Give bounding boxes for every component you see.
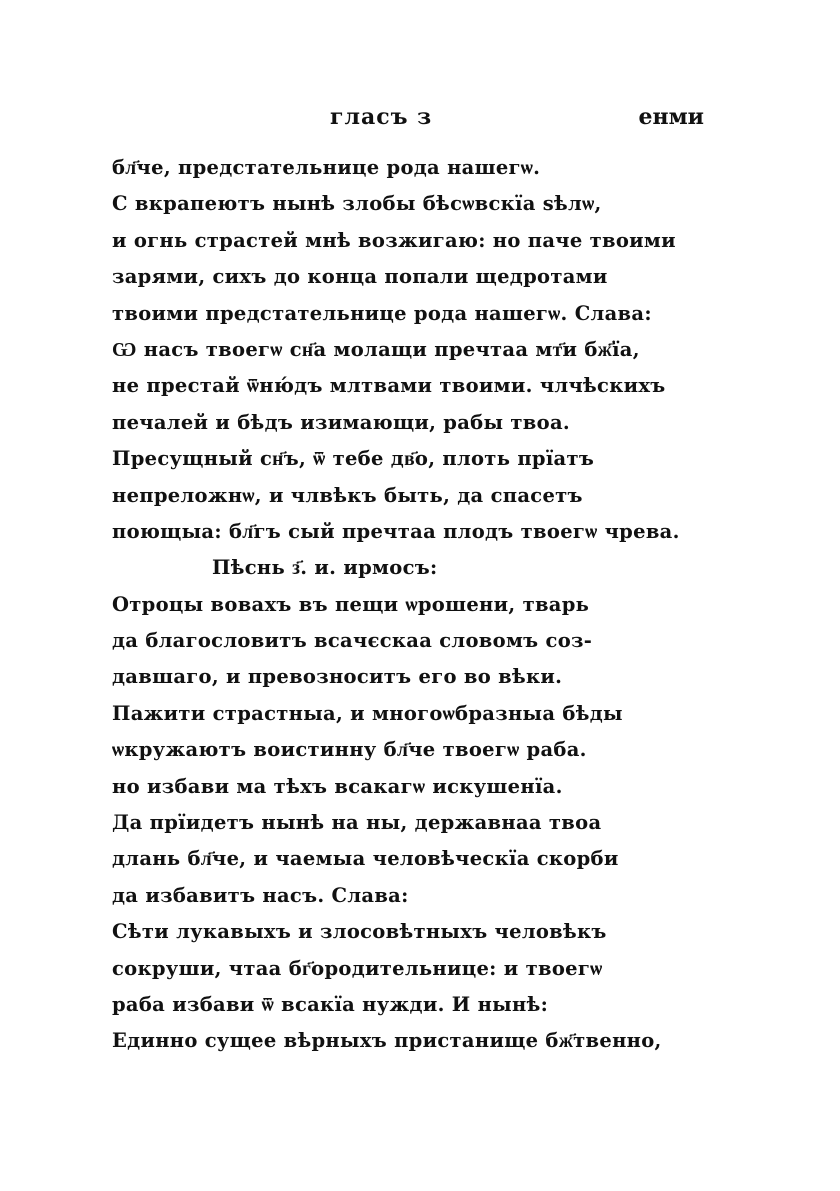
ode-heading: Пѣснь з҃. и. ирмосъ: bbox=[212, 556, 438, 580]
page-header bbox=[110, 98, 710, 138]
text-line: Да прїидетъ нынѣ на ны, державнаа твоа bbox=[112, 811, 602, 835]
text-line: Пажити страстныа, и многоѡбразныа бѣды bbox=[112, 701, 623, 725]
text-line: да благословитъ всачєскаа словомъ соз- bbox=[112, 629, 593, 653]
text-line: раба избави ѿ всакїа нужди. И нынѣ: bbox=[112, 992, 549, 1016]
text-line: не престай ѿню́дъ млтвами твоими. члчѣскихъ bbox=[112, 374, 666, 398]
text-line: Единно сущее вѣрныхъ пристанище бж҃твенно, bbox=[112, 1029, 662, 1053]
text-line: непреложнѡ, и члвѣкъ быть, да спасетъ bbox=[112, 483, 583, 507]
text-line: Ѡ насъ твоегѡ сн҃а молащи пречтаа мт҃и бж҃їа, bbox=[112, 337, 640, 361]
running-title: гласъ з bbox=[330, 104, 433, 130]
text-line: длань бл҃че, и чаемыа человѣческїа скорби bbox=[112, 847, 619, 871]
text-line: Пресущный сн҃ъ, ѿ тебе дв҃о, плоть прїатъ bbox=[112, 447, 595, 471]
text-line: и огнь страстей мнѣ возжигаю: но паче твоими bbox=[112, 228, 676, 252]
text-line: ѡкружаютъ воистинну бл҃че твоегѡ раба. bbox=[112, 738, 587, 762]
text-line: Отроцы вовахъ въ пещи ѡрошени, тварь bbox=[112, 592, 590, 616]
body-text bbox=[112, 150, 682, 1060]
text-line: Сѣти лукавыхъ и злосовѣтныхъ человѣкъ bbox=[112, 920, 607, 944]
text-line: печалей и бѣдъ изимающи, рабы твоа. bbox=[112, 410, 570, 434]
text-line: поющыа: бл҃гъ сый пречтаа плодъ твоегѡ чрева. bbox=[112, 519, 680, 543]
text-line: да избавитъ насъ. Слава: bbox=[112, 883, 409, 907]
text-line: но избави ма тѣхъ всакагѡ искушенїа. bbox=[112, 774, 563, 798]
page-marker: енми bbox=[638, 104, 704, 130]
text-line: сокруши, чтаа бг҃ородительнице: и твоегѡ bbox=[112, 956, 603, 980]
text-line: твоими предстательнице рода нашегѡ. Слава: bbox=[112, 301, 652, 325]
text-line: С вкрапеютъ нынѣ злобы бѣсѡвскїа ѕѣлѡ, bbox=[112, 192, 602, 216]
text-line: бл҃че, предстательнице рода нашегѡ. bbox=[112, 156, 541, 179]
text-line: давшаго, и превозноситъ его во вѣки. bbox=[112, 665, 563, 689]
text-line: зарями, сихъ до конца попали щедротами bbox=[112, 265, 608, 289]
